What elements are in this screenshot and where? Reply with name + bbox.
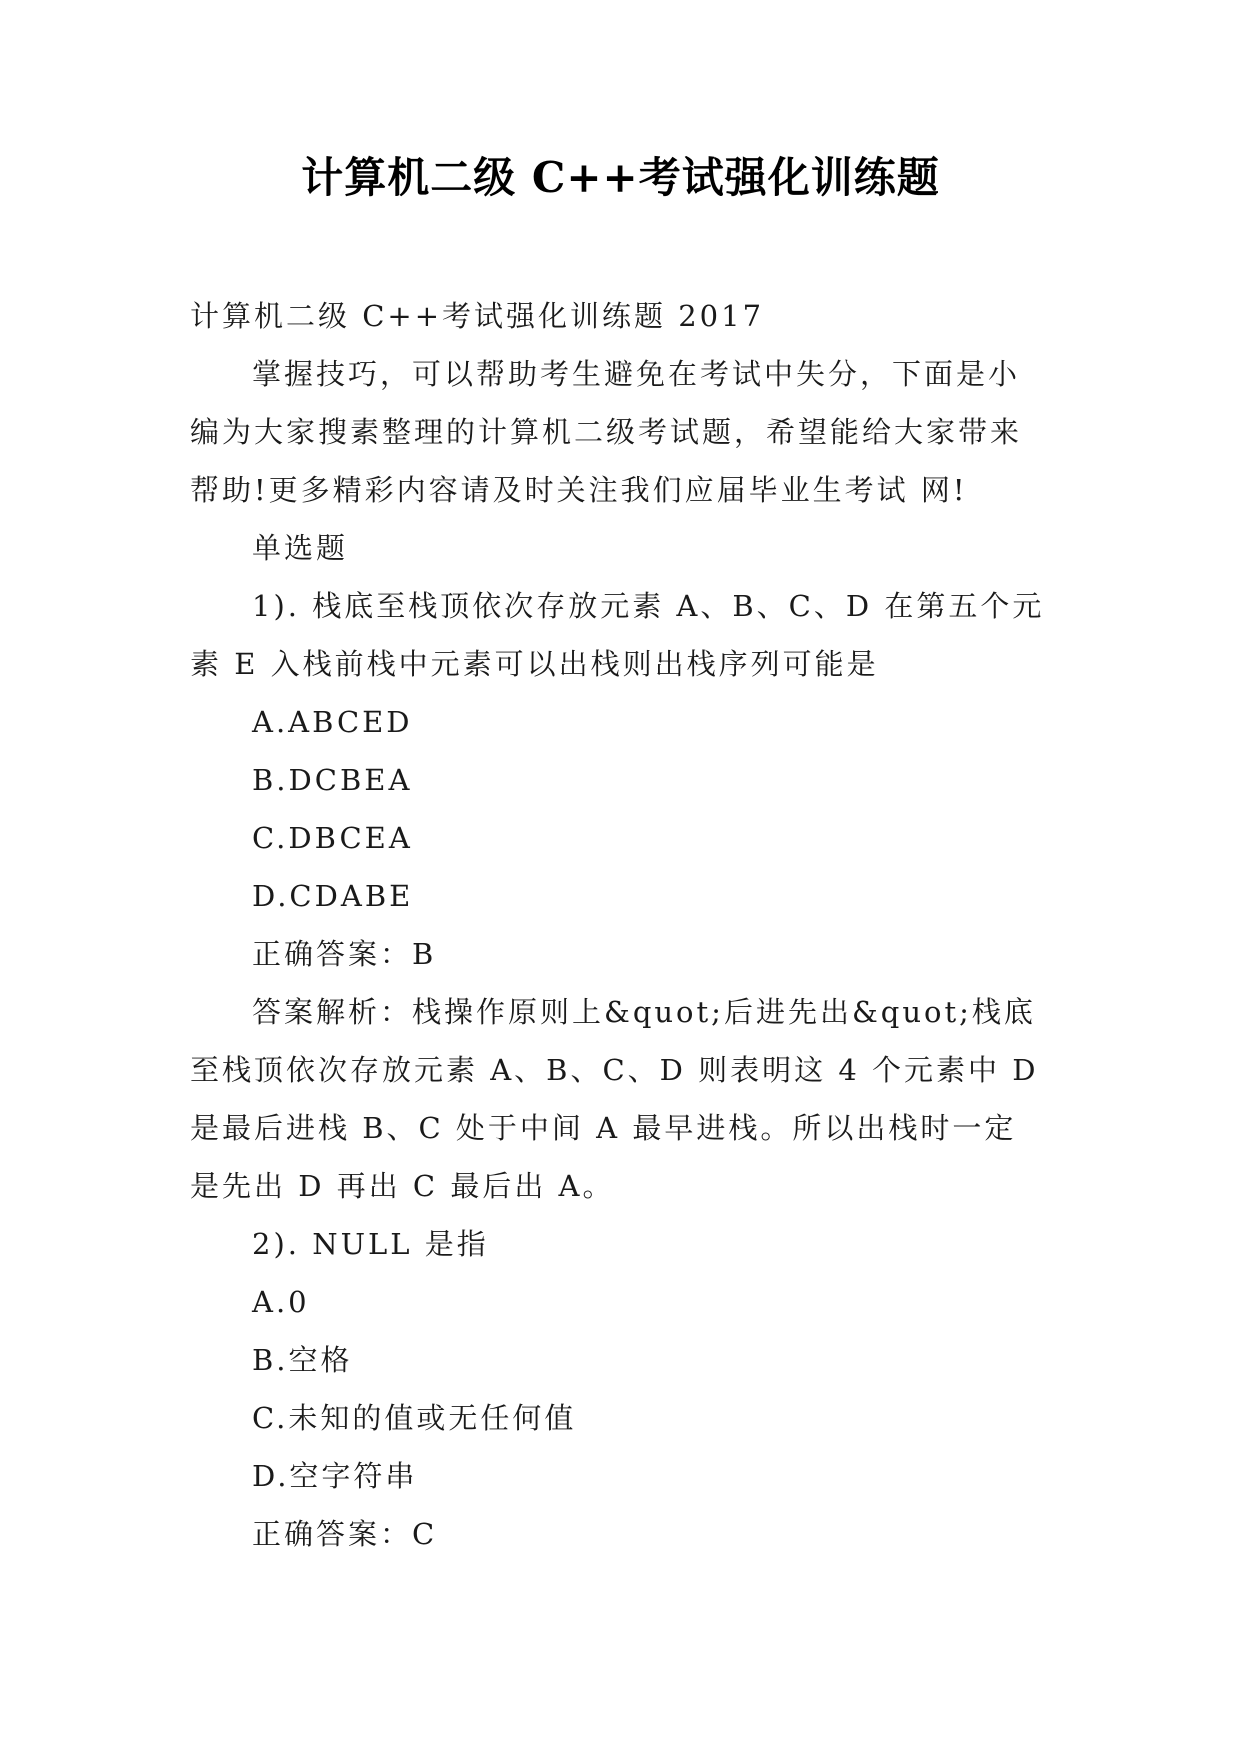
question-1-explanation: 答案解析：栈操作原则上&quot;后进先出&quot;栈底至栈顶依次存放元素 A、B、C、D 则表明这 4 个元素中 D 是最后进栈 B、C 处于中间 A 最早进栈。所以出栈时一定是先出 D 再出 C 最后出 A。: [190, 995, 1039, 1203]
document-body: [190, 287, 1048, 1563]
question-1-answer: 正确答案：B: [252, 937, 437, 971]
question-2-option-a: A.0: [252, 1285, 310, 1319]
question-1-option-d: D.CDABE: [252, 879, 414, 913]
question-2-option-c: C.未知的值或无任何值: [252, 1401, 577, 1435]
paragraph-subtitle: 计算机二级 C++考试强化训练题 2017: [190, 299, 765, 333]
question-2: 2). NULL 是指: [252, 1227, 489, 1261]
question-2-option-b: B.空格: [252, 1343, 353, 1377]
section-heading-single-choice: 单选题: [252, 531, 349, 565]
paragraph-intro: 掌握技巧，可以帮助考生避免在考试中失分，下面是小编为大家搜素整理的计算机二级考试题，希望能给大家带来帮助!更多精彩内容请及时关注我们应届毕业生考试 网!: [190, 357, 1023, 507]
question-1-option-a: A.ABCED: [252, 705, 413, 739]
question-1: 1). 栈底至栈顶依次存放元素 A、B、C、D 在第五个元素 E 入栈前栈中元素可以出栈则出栈序列可能是: [190, 589, 1045, 681]
document-title: 计算机二级 C++考试强化训练题: [301, 153, 940, 202]
question-2-answer: 正确答案：C: [252, 1517, 438, 1551]
question-2-option-d: D.空字符串: [252, 1459, 418, 1493]
question-1-option-b: B.DCBEA: [252, 763, 413, 797]
question-1-option-c: C.DBCEA: [252, 821, 413, 855]
